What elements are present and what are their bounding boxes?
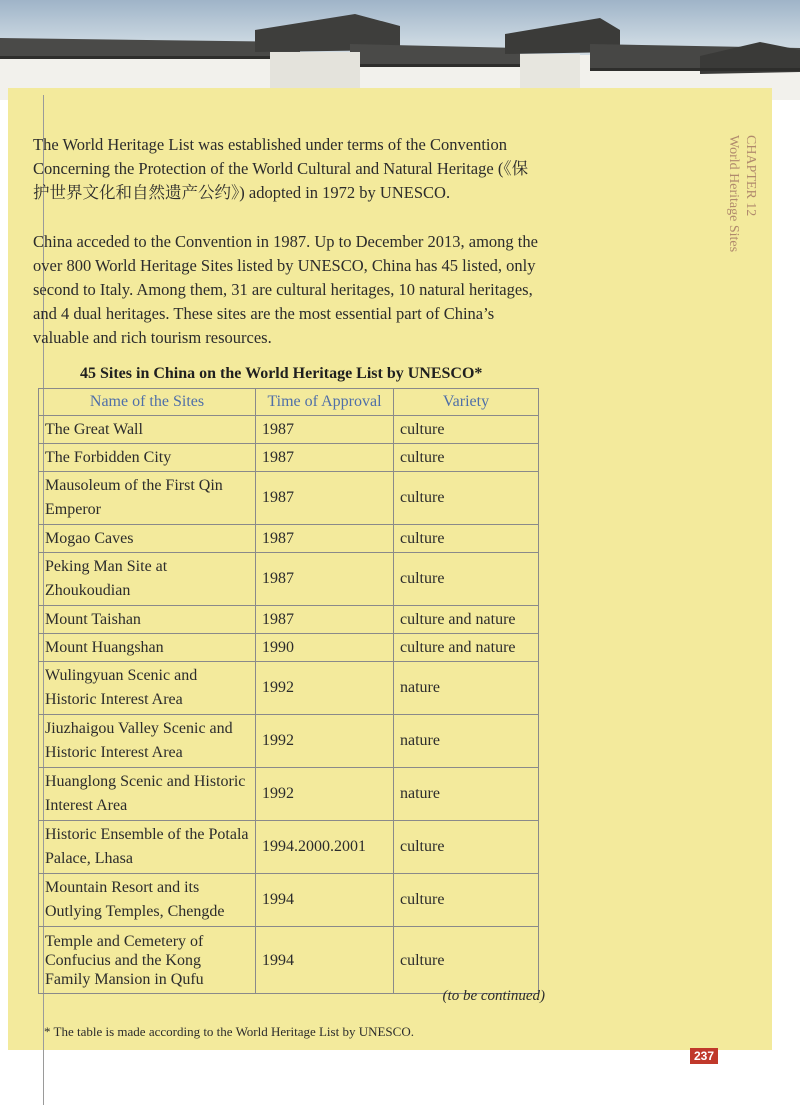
table-row	[39, 662, 539, 715]
table-row	[39, 472, 539, 525]
table-row	[39, 606, 539, 634]
variety: nature	[394, 662, 539, 715]
table-row	[39, 715, 539, 768]
approval-time: 1987	[256, 444, 394, 472]
approval-time: 1992	[256, 662, 394, 715]
chapter-title: World Heritage Sites	[726, 135, 741, 253]
header-photo-banner	[0, 0, 800, 100]
site-name: Mausoleum of the First Qin Emperor	[39, 472, 256, 525]
china-paragraph: China acceded to the Convention in 1987. Up to December 2013, among the over 800 World Heritage Sites listed by UNESCO, China has 45 listed, only second to Italy. Among them, 31 are cultural heritages, 10 natural heritages, and 4 dual heritages. These sites are the most essential part of China’s valuable and rich tourism resources.	[33, 232, 538, 347]
variety: culture	[394, 525, 539, 553]
site-name: Huanglong Scenic and Historic Interest Area	[39, 768, 256, 821]
variety: culture	[394, 416, 539, 444]
table-footnote: * The table is made according to the World Heritage List by UNESCO.	[44, 1024, 414, 1039]
approval-time: 1994.2000.2001	[256, 821, 394, 874]
site-name: Historic Ensemble of the Potala Palace, Lhasa	[39, 821, 256, 874]
chapter-tab	[725, 135, 759, 252]
site-name: The Forbidden City	[39, 444, 256, 472]
site-name: The Great Wall	[39, 416, 256, 444]
variety: culture	[394, 472, 539, 525]
heritage-sites-table	[38, 388, 539, 994]
table-row	[39, 634, 539, 662]
approval-time: 1992	[256, 768, 394, 821]
approval-time: 1994	[256, 874, 394, 927]
table-row	[39, 768, 539, 821]
to-be-continued-note: (to be continued)	[442, 988, 545, 1004]
approval-time: 1987	[256, 606, 394, 634]
site-name: Jiuzhaigou Valley Scenic and Historic Interest Area	[39, 715, 256, 768]
variety: culture and nature	[394, 606, 539, 634]
column-header-time: Time of Approval	[256, 389, 394, 416]
rooftops-illustration	[0, 0, 800, 100]
variety: culture	[394, 444, 539, 472]
variety: culture	[394, 874, 539, 927]
approval-time: 1992	[256, 715, 394, 768]
variety: culture and nature	[394, 634, 539, 662]
chapter-label: CHAPTER 12	[743, 135, 758, 217]
site-name: Mount Taishan	[39, 606, 256, 634]
table-header-row	[39, 389, 539, 416]
table-row	[39, 416, 539, 444]
table-row	[39, 874, 539, 927]
site-name: Wulingyuan Scenic and Historic Interest Area	[39, 662, 256, 715]
site-name: Peking Man Site at Zhoukoudian	[39, 553, 256, 606]
site-name: Mount Huangshan	[39, 634, 256, 662]
approval-time: 1987	[256, 472, 394, 525]
variety: culture	[394, 821, 539, 874]
site-name: Mountain Resort and its Outlying Temples, Chengde	[39, 874, 256, 927]
approval-time: 1990	[256, 634, 394, 662]
approval-time: 1987	[256, 525, 394, 553]
table-row	[39, 444, 539, 472]
variety: nature	[394, 715, 539, 768]
intro-paragraph: The World Heritage List was established under terms of the Convention Concerning the Protection of the World Cultural and Natural Heritage (《保护世界文化和自然遗产公约》) adopted in 1972 by UNESCO.	[33, 135, 529, 202]
site-name: Temple and Cemetery of Confucius and the Kong Family Mansion in Qufu	[39, 927, 256, 994]
column-header-variety: Variety	[394, 389, 539, 416]
table-row	[39, 821, 539, 874]
page-number-badge: 237	[690, 1048, 718, 1064]
variety: culture	[394, 927, 539, 994]
table-row	[39, 927, 539, 994]
table-title: 45 Sites in China on the World Heritage List by UNESCO*	[80, 365, 483, 382]
variety: nature	[394, 768, 539, 821]
column-header-name: Name of the Sites	[39, 389, 256, 416]
variety: culture	[394, 553, 539, 606]
approval-time: 1987	[256, 553, 394, 606]
approval-time: 1994	[256, 927, 394, 994]
site-name: Mogao Caves	[39, 525, 256, 553]
approval-time: 1987	[256, 416, 394, 444]
table-row	[39, 525, 539, 553]
table-row	[39, 553, 539, 606]
